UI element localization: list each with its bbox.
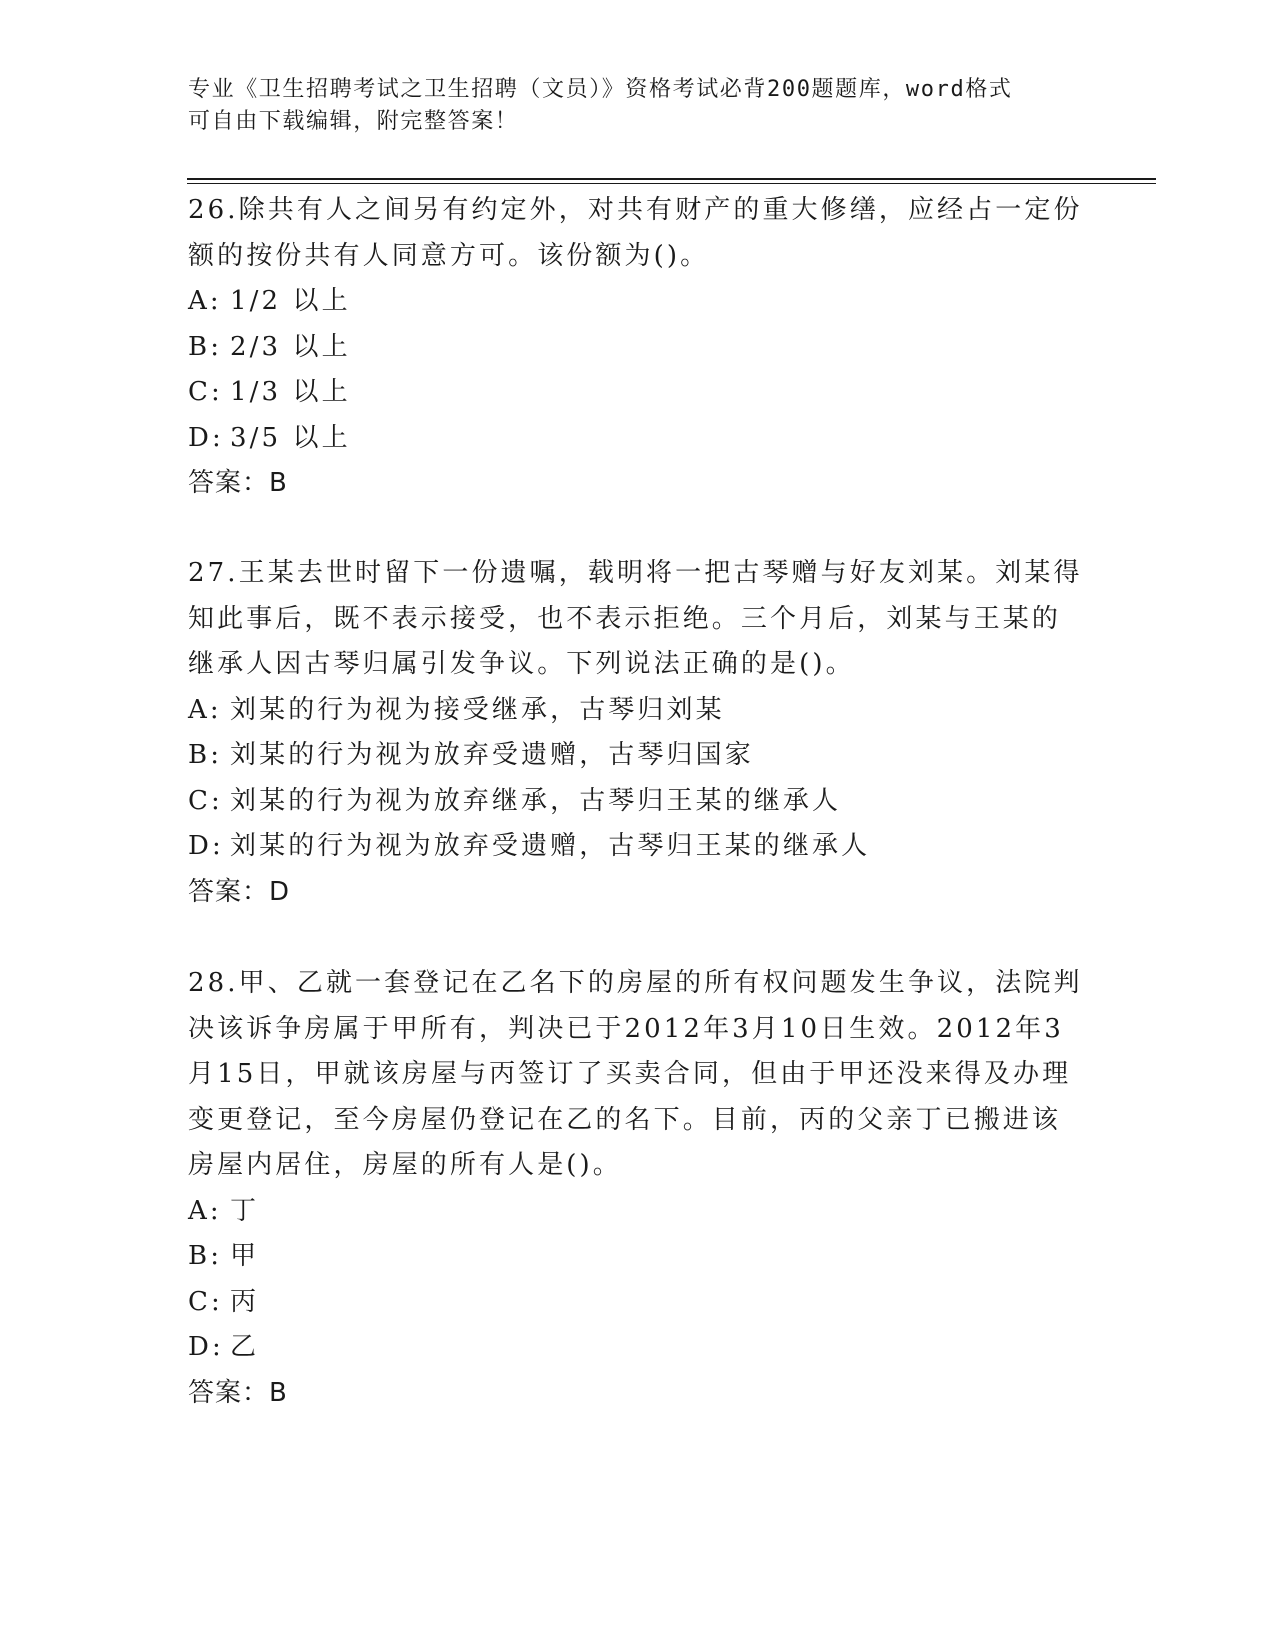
question-26 bbox=[188, 188, 1088, 507]
option-d bbox=[188, 824, 1088, 870]
option-text: 3/5 以上 bbox=[230, 422, 351, 453]
option-a bbox=[188, 688, 1088, 734]
option-letter: C: bbox=[188, 1286, 223, 1317]
option-letter: D: bbox=[188, 1332, 224, 1362]
option-c bbox=[188, 370, 1088, 416]
option-text: 刘某的行为视为放弃受遗赠，古琴归王某的继承人 bbox=[230, 831, 871, 861]
question-stem: 28.甲、乙就一套登记在乙名下的房屋的所有权问题发生争议，法院判决该诉争房属于甲所有，判决已于2012年3月10日生效。2012年3月15日，甲就该房屋与丙签订了买卖合同，但由于甲还没来得及办理变更登记，至今房屋仍登记在乙的名下。目前，丙的父亲丁已搬进该房屋内居住，房屋的所有人是()。 bbox=[188, 968, 1083, 1180]
option-letter: D: bbox=[188, 422, 224, 453]
answer-label: 答案：B bbox=[188, 1377, 288, 1408]
option-d bbox=[188, 416, 1088, 462]
question-stem: 26.除共有人之间另有约定外，对共有财产的重大修缮，应经占一定份额的按份共有人同意方可。该份额为()。 bbox=[188, 195, 1083, 271]
option-text: 丙 bbox=[230, 1286, 260, 1317]
option-text: 2/3 以上 bbox=[230, 331, 351, 362]
option-text: 丁 bbox=[230, 1195, 260, 1226]
answer-label: 答案：D bbox=[188, 876, 291, 907]
option-letter: A: bbox=[188, 1195, 222, 1226]
option-letter: C: bbox=[188, 377, 223, 407]
option-text: 刘某的行为视为放弃受遗赠，古琴归国家 bbox=[230, 740, 754, 770]
option-text: 乙 bbox=[230, 1332, 260, 1362]
option-text: 刘某的行为视为放弃继承，古琴归王某的继承人 bbox=[230, 785, 842, 816]
option-text: 1/2 以上 bbox=[230, 286, 351, 316]
question-28 bbox=[188, 961, 1088, 1416]
document-header bbox=[188, 74, 1068, 138]
option-text: 甲 bbox=[230, 1241, 260, 1271]
option-c bbox=[188, 1280, 1088, 1326]
option-b bbox=[188, 1234, 1088, 1280]
option-c bbox=[188, 779, 1088, 825]
option-letter: A: bbox=[188, 286, 222, 316]
option-a bbox=[188, 279, 1088, 325]
answer-label: 答案：B bbox=[188, 468, 288, 498]
header-line-2: 可自由下载编辑，附完整答案！ bbox=[188, 109, 519, 134]
option-d bbox=[188, 1325, 1088, 1371]
header-divider-thin bbox=[187, 183, 1156, 184]
option-letter: C: bbox=[188, 785, 223, 816]
option-text: 刘某的行为视为接受继承，古琴归刘某 bbox=[230, 694, 725, 725]
option-b bbox=[188, 733, 1088, 779]
option-a bbox=[188, 1189, 1088, 1235]
option-b bbox=[188, 325, 1088, 371]
option-letter: B: bbox=[188, 1241, 223, 1271]
option-letter: D: bbox=[188, 831, 224, 861]
header-divider-thick bbox=[187, 178, 1156, 180]
question-27 bbox=[188, 551, 1088, 915]
option-text: 1/3 以上 bbox=[230, 377, 351, 407]
header-line-1: 专业《卫生招聘考试之卫生招聘（文员）》资格考试必背200题题库，word格式 bbox=[188, 77, 1013, 102]
option-letter: B: bbox=[188, 331, 223, 362]
option-letter: B: bbox=[188, 740, 223, 770]
option-letter: A: bbox=[188, 694, 222, 725]
question-stem: 27.王某去世时留下一份遗嘱，载明将一把古琴赠与好友刘某。刘某得知此事后，既不表示接受，也不表示拒绝。三个月后，刘某与王某的继承人因古琴归属引发争议。下列说法正确的是()。 bbox=[188, 558, 1083, 679]
